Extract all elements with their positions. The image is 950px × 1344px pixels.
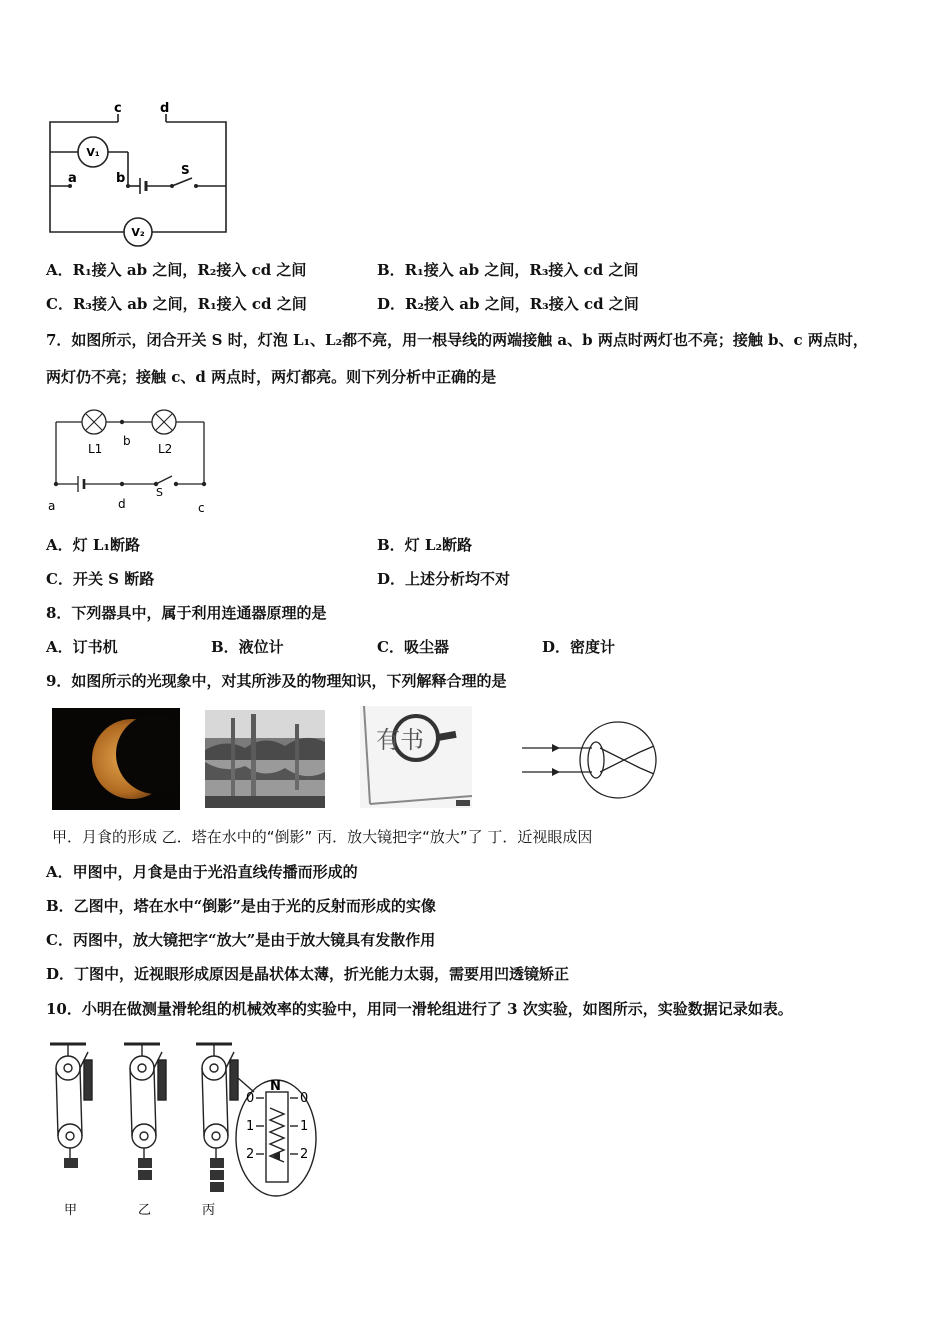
q8-stem: 8．下列器具中，属于利用连通器原理的是 — [46, 604, 327, 622]
node-d-label: d — [160, 101, 170, 116]
l2-label: L2 — [158, 442, 173, 456]
scale-left-1: 1 — [246, 1119, 255, 1134]
q9-option-d: D．丁图中，近视眼形成原因是晶状体太薄，折光能力太弱，需要用凹透镜矫正 — [46, 965, 570, 983]
q7-option-c: C．开关 S 断路 — [46, 570, 155, 588]
scale-left-0: 0 — [246, 1091, 255, 1106]
q6-option-a: A．R₁接入 ab 之间，R₂接入 cd 之间 — [46, 261, 307, 279]
q10-stem: 10．小明在做测量滑轮组的机械效率的实验中，用同一滑轮组进行了 3 次实验，如图所示，实验数据记录如表。 — [46, 1000, 793, 1018]
q8-option-a: A．订书机 — [46, 638, 118, 656]
label-yi: 乙 — [138, 1203, 152, 1218]
q7-option-b: B．灯 L₂断路 — [377, 536, 473, 554]
magnifier-text: 有书 — [376, 726, 424, 754]
pulley-setup-yi — [124, 1044, 166, 1158]
myopia-eye-diagram — [518, 712, 664, 808]
scale-unit-label: N — [270, 1079, 281, 1094]
scale-left-2: 2 — [246, 1147, 255, 1162]
voltmeter-circuit-figure — [40, 100, 240, 250]
q9-stem: 9．如图所示的光现象中，对其所涉及的物理知识，下列解释合理的是 — [46, 672, 507, 690]
lamp-circuit-figure — [40, 400, 220, 520]
tower-reflection-photo — [205, 710, 325, 808]
q7-stem-line1: 7．如图所示，闭合开关 S 时，灯泡 L₁、L₂都不亮，用一根导线的两端接触 a、b 两点时两灯也不亮；接触 b、c 两点时， — [46, 331, 868, 349]
q7-stem-line2: 两灯仍不亮；接触 c、d 两点时，两灯都亮。则下列分析中正确的是 — [46, 368, 497, 386]
node-a-label: a — [48, 499, 56, 513]
q8-option-d: D．密度计 — [542, 638, 616, 656]
lamp-l2-icon — [152, 410, 176, 434]
node-b-label: b — [116, 171, 126, 186]
label-jia: 甲 — [64, 1203, 78, 1218]
v1-label: V₁ — [86, 146, 100, 159]
q7-option-a: A．灯 L₁断路 — [46, 536, 140, 554]
magnifier-photo — [360, 706, 472, 808]
q9-option-b: B．乙图中，塔在水中“倒影”是由于光的反射而形成的实像 — [46, 897, 436, 915]
scale-right-1: 1 — [300, 1119, 309, 1134]
switch-s-label: S — [181, 163, 190, 177]
node-c-label: c — [114, 101, 122, 116]
node-b-label: b — [123, 434, 131, 448]
node-a-label: a — [68, 171, 77, 186]
v2-label: V₂ — [131, 226, 145, 239]
q9-option-c: C．丙图中，放大镜把字“放大”是由于放大镜具有发散作用 — [46, 931, 436, 949]
q6-option-d: D．R₂接入 ab 之间，R₃接入 cd 之间 — [377, 295, 639, 313]
pulley-experiment-figure — [40, 1038, 330, 1228]
q6-option-c: C．R₃接入 ab 之间，R₁接入 cd 之间 — [46, 295, 307, 313]
q8-option-b: B．液位计 — [211, 638, 284, 656]
l1-label: L1 — [88, 442, 103, 456]
lunar-eclipse-photo — [52, 708, 180, 810]
q6-option-b: B．R₁接入 ab 之间，R₃接入 cd 之间 — [377, 261, 639, 279]
q9-option-a: A．甲图中，月食是由于光沿直线传播而形成的 — [46, 863, 358, 881]
node-d-label: d — [118, 497, 126, 511]
switch-s-label: S — [156, 486, 163, 499]
q8-option-c: C．吸尘器 — [377, 638, 449, 656]
q9-figure-caption: 甲．月食的形成 乙．塔在水中的“倒影” 丙．放大镜把字“放大”了 丁．近视眼成因 — [52, 828, 593, 846]
scale-right-0: 0 — [300, 1091, 309, 1106]
label-bing: 丙 — [202, 1203, 216, 1218]
scale-right-2: 2 — [300, 1147, 309, 1162]
pulley-setup-jia — [50, 1044, 92, 1158]
node-c-label: c — [198, 501, 205, 515]
q7-option-d: D．上述分析均不对 — [377, 570, 511, 588]
lamp-l1-icon — [82, 410, 106, 434]
